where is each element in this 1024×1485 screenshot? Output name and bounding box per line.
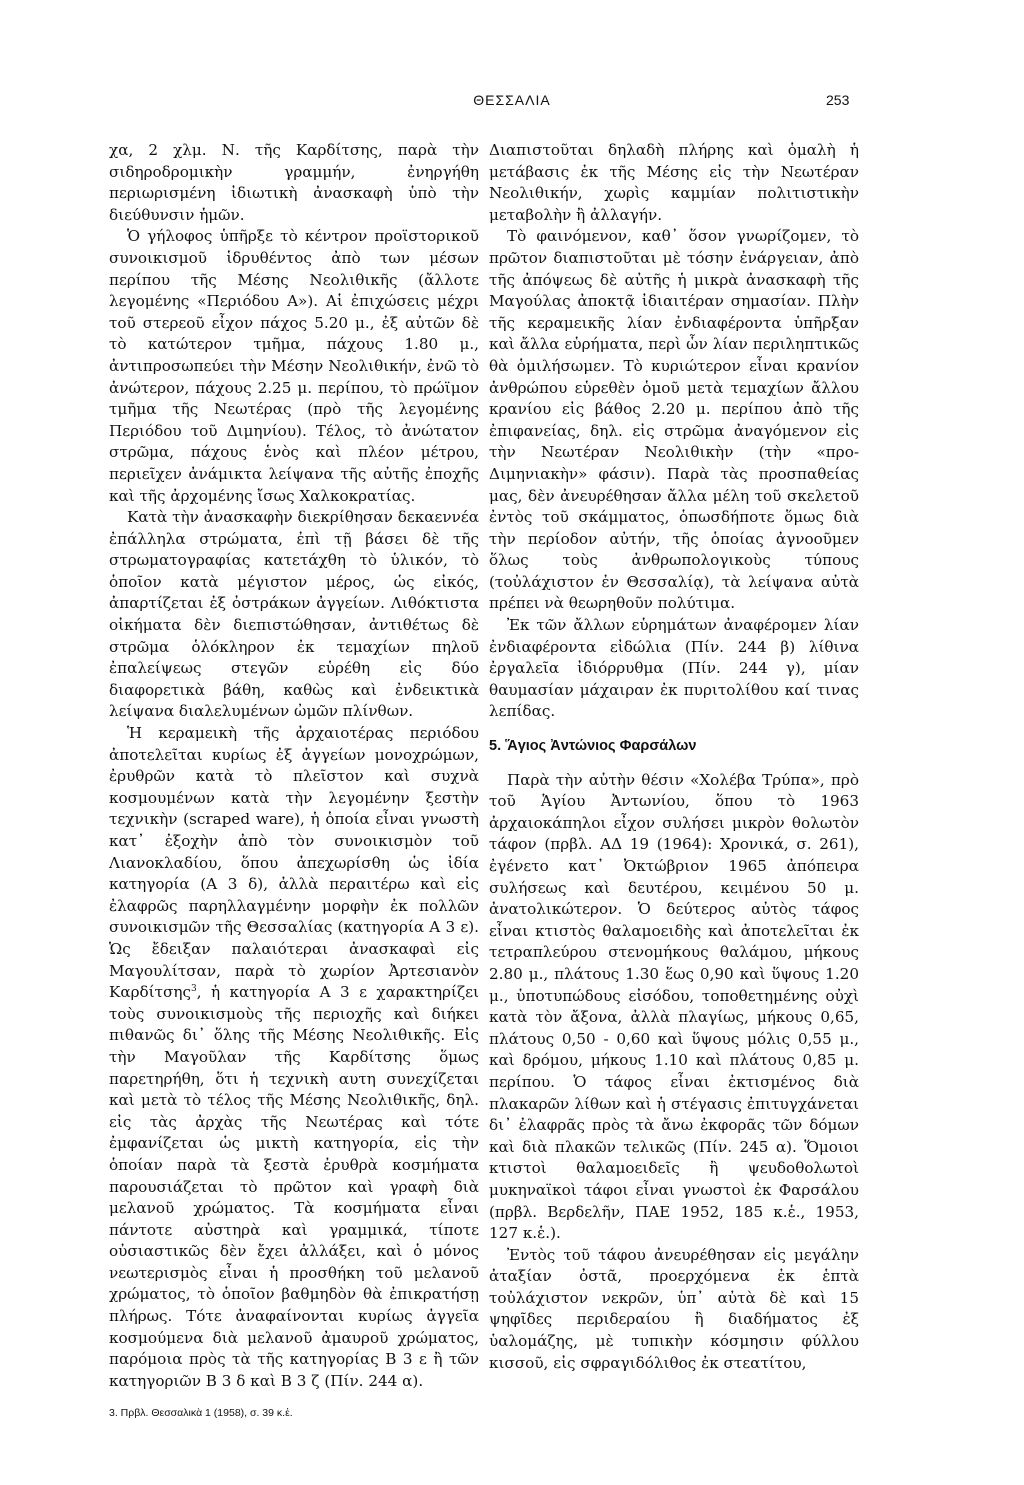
paragraph-pottery-part-2: , ἡ κατηγορία Α 3 ε χαρακτηρίζει τοὺς συνοικισμοὺς τῆς περιοχῆς καὶ διήκει πιθανῶς δι᾽ ὅλης τῆς Μέσης Νεολιθικῆς. Εἰς τὴν Μαγοῦλαν τῆς Καρδίτσης ὅμως παρετηρήθη, ὅτι ἡ τεχνικὴ αυτη συνεχίζεται καὶ μετὰ τὸ τέλος τῆς Μέσης Νεολιθικῆς, δηλ. εἰς τὰς ἀρχὰς τῆς Νεωτέρας καὶ τότε ἐμφανίζεται ὡς μικτὴ κατηγορία, εἰς τὴν ὁποίαν παρὰ τὰ ξεστὰ ἐρυθρὰ κοσμήματα παρουσιάζεται τὸ πρῶτον καὶ γραφὴ διὰ μελανοῦ χρώματος. Τὰ κοσμήματα εἶναι πάντοτε αὐστηρὰ καὶ γραμμικά, τίποτε οὐσιαστικῶς δὲν ἔχει ἀλλάξει, καὶ ὁ μόνος νεωτερισμὸς εἶναι ἡ προσθήκη τοῦ μελανοῦ χρώματος, τὸ ὁποῖον βαθμηδὸν θὰ ἐπικρατήσῃ πλήρως. Τότε ἀναφαίνονται κυρίως ἀγγεῖα κοσμούμενα διὰ μελανοῦ ἀμαυροῦ χρώματος, παρόμοια πρὸς τὰ τῆς κατηγορίας Β 3 ε ἢ τῶν κατηγοριῶν Β 3 δ καὶ Β 3 ζ (Πίν. 244 α).	[109, 983, 479, 1390]
paragraph-strata: Κατὰ τὴν ἀνασκαφὴν διεκρίθησαν δεκαεννέα ἐπάλληλα στρώματα, ἐπὶ τῇ βάσει δὲ τῆς στρωματογραφίας κατετάχθη τὸ ὑλικόν, τὸ ὁποῖον κατὰ μέγιστον μέρος, ὡς εἰκός, ἀπαρτίζεται ἐξ ὀστράκων ἀγγείων. Λιθόκτιστα οἰκήματα δὲν διεπιστώθησαν, ἀντιθέτως δὲ στρῶμα ὁλόκληρον ἐκ τεμαχίων πηλοῦ ἐπαλείψεως στεγῶν εὑρέθη εἰς δύο διαφορετικὰ βάθη, καθὼς καὶ ἐνδεικτικὰ λείψανα διαλελυμένων ὠμῶν πλίνθων.	[109, 508, 479, 721]
paragraph-other-finds: Ἐκ τῶν ἄλλων εὑρημάτων ἀναφέρομεν λίαν ἐνδιαφέροντα εἰδώλια (Πίν. 244 β) λίθινα ἐργαλεῖα ἰδιόρρυθμα (Πίν. 244 γ), μίαν θαυμασίαν μάχαιραν ἐκ πυριτολίθου καί τινας λεπίδας.	[489, 616, 859, 721]
running-header	[0, 92, 1024, 112]
footnote: 3. Πρβλ. Θεσσαλικὰ 1 (1958), σ. 39 κ.ἑ.	[109, 1407, 293, 1420]
paragraph-transition: Διαπιστοῦται δηλαδὴ πλήρης καὶ ὁμαλὴ ἡ μετάβασις ἐκ τῆς Μέσης εἰς τὴν Νεωτέραν Νεολιθικήν, χωρὶς καμμίαν πολιτιστικὴν μεταβολὴν ἢ ἀλλαγήν.	[489, 141, 859, 224]
paragraph-finds: Τὸ φαινόμενον, καθ᾽ ὅσον γνωρίζομεν, τὸ πρῶτον διαπιστοῦται μὲ τόσην ἐνάργειαν, ἀπὸ τῆς ἀπόψεως δὲ αὐτῆς ἡ μικρὰ ἀνασκαφὴ τῆς Μαγούλας ἀποκτᾷ ἰδιαιτέραν σημασίαν. Πλὴν τῆς κεραμεικῆς λίαν ἐνδιαφέροντα ὑπῆρξαν καὶ ἄλλα εὑρήματα, περὶ ὧν λίαν περιληπτικῶς θὰ ὁμιλήσωμεν. Τὸ κυριώτερον εἶναι κρανίον ἀνθρώπου εὑρεθὲν ὁμοῦ μετὰ τεμαχίων ἄλλου κρανίου εἰς βάθος 2.20 μ. περίπου ἀπὸ τῆς ἐπιφανείας, δηλ. εἰς στρῶμα ἀναγόμενον εἰς τὴν Νεωτέραν Νεολιθικὴν (τὴν «προ-Διμηνιακὴν» φάσιν). Παρὰ τὰς προσπαθείας μας, δὲν ἀνευρέθησαν ἄλλα μέλη τοῦ σκελετοῦ ἐντὸς τοῦ σκάμματος, ὁπωσδήποτε ὅμως διὰ τὴν περίοδον αὐτήν, τῆς ὁποίας ἀγνοοῦμεν ὅλως τοὺς ἀνθρωπολογικοὺς τύπους (τοὐλάχιστον ἐν Θεσσαλίᾳ), τὰ λείψανα αὐτὰ πρέπει νὰ θεωρηθοῦν πολύτιμα.	[489, 227, 859, 613]
page-number: 253	[826, 92, 850, 108]
left-column	[109, 140, 479, 1420]
right-column	[489, 140, 859, 1374]
running-title: ΘΕΣΣΑΛΙΑ	[473, 92, 551, 108]
paragraph-pottery	[109, 723, 479, 1392]
footnote-reference: 3	[191, 984, 197, 995]
paragraph-continued: χα, 2 χλμ. Ν. τῆς Καρδίτσης, παρὰ τὴν σιδηροδρομικὴν γραμμήν, ἐνηργήθη περιωρισμένη ἰδιωτικὴ ἀνασκαφὴ ὑπὸ τὴν διεύθυνσιν ἡμῶν.	[109, 141, 479, 224]
paragraph-tomb-contents: Ἐντὸς τοῦ τάφου ἀνευρέθησαν εἰς μεγάλην ἀταξίαν ὀστᾶ, προερχόμενα ἐκ ἑπτὰ τοὐλάχιστον νεκρῶν, ὑπ᾽ αὐτὰ δὲ καὶ 15 ψηφῖδες περιδεραίου ἢ διαδήματος ἐξ ὑαλομάζης, μὲ τυπικὴν κόσμησιν φύλλου κισσοῦ, εἰς σφραγιδόλιθος ἐκ στεατίτου,	[489, 1245, 859, 1372]
section-heading: 5. Ἅγιος Ἀντώνιος Φαρσάλων	[489, 738, 697, 755]
paragraph-pottery-part-1: Ἡ κεραμεικὴ τῆς ἀρχαιοτέρας περιόδου ἀποτελεῖται κυρίως ἐξ ἀγγείων μονοχρώμων, ἐρυθρῶν κατὰ τὸ πλεῖστον καὶ συχνὰ κοσμουμένων κατὰ τὴν λεγομένην ξεστὴν τεχνικὴν (scraped ware), ἡ ὁποία εἶναι γνωστὴ κατ᾽ ἐξοχὴν ἀπὸ τὸν συνοικισμὸν τοῦ Λιανοκλαδίου, ὅπου ἀπεχωρίσθη ὡς ἰδία κατηγορία (Α 3 δ), ἀλλὰ περαιτέρω καὶ εἰς ἐλαφρῶς παρηλλαγμένην μορφὴν ἐκ πολλῶν συνοικισμῶν τῆς Θεσσαλίας (κατηγορία Α 3 ε). Ὡς ἔδειξαν παλαιότεραι ἀνασκαφαὶ εἰς Μαγουλίτσαν, παρὰ τὸ χωρίον Ἀρτεσιανὸν Καρδίτσης	[109, 724, 479, 1002]
paragraph-tomb: Παρὰ τὴν αὐτὴν θέσιν «Χολέβα Τρύπα», πρὸ τοῦ Ἁγίου Ἀντωνίου, ὅπου τὸ 1963 ἀρχαιοκάπηλοι εἶχον συλήσει μικρὸν θολωτὸν τάφον (πρβλ. ΑΔ 19 (1964): Χρονικά, σ. 261), ἐγένετο κατ᾽ Ὀκτώβριον 1965 ἀπόπειρα συλήσεως καὶ δευτέρου, κειμένου 50 μ. ἀνατολικώτερον. Ὁ δεύτερος αὐτὸς τάφος εἶναι κτιστὸς θαλαμοειδὴς καὶ ἀποτελεῖται ἐκ τετραπλεύρου στενομήκους θαλάμου, μήκους 2.80 μ., πλάτους 1.30 ἕως 0,90 καὶ ὕψους 1.20 μ., ὑποτυπώδους εἰσόδου, τοποθετημένης οὐχὶ κατὰ τὸν ἄξονα, ἀλλὰ πλαγίως, μήκους 0,65, πλάτους 0,50 - 0,60 καὶ ὕψους μόλις 0,55 μ., καὶ δρόμου, μήκους 1.10 καὶ πλάτους 0,85 μ. περίπου. Ὁ τάφος εἶναι ἐκτισμένος διὰ πλακαρῶν λίθων καὶ ἡ στέγασις ἐπιτυγχάνεται δι᾽ ἐλαφρᾶς πρὸς τὰ ἄνω ἐκφορᾶς τῶν δόμων καὶ διὰ πλακῶν τελικῶς (Πίν. 245 α). Ὅμοιοι κτιστοὶ θαλαμοειδεῖς ἢ ψευδοθολωτοὶ μυκηναϊκοὶ τάφοι εἶναι γνωστοὶ ἐκ Φαρσάλου (πρβλ. Βερδελῆν, ΠΑΕ 1952, 185 κ.ἑ., 1953, 127 κ.ἑ.).	[489, 770, 859, 1243]
paragraph-mound: Ὁ γήλοφος ὑπῆρξε τὸ κέντρον προϊστορικοῦ συνοικισμοῦ ἱδρυθέντος ἀπὸ των μέσων περίπου τῆς Μέσης Νεολιθικῆς (ἄλλοτε λεγομένης «Περιόδου Α»). Αἱ ἐπιχώσεις μέχρι τοῦ στερεοῦ εἶχον πάχος 5.20 μ., ἐξ αὐτῶν δὲ τὸ κατώτερον τμῆμα, πάχους 1.80 μ., ἀντιπροσωπεύει τὴν Μέσην Νεολιθικήν, ἐνῶ τὸ ἀνώτερον, πάχους 2.25 μ. περίπου, τὸ πρώϊμον τμῆμα τῆς Νεωτέρας (πρὸ τῆς λεγομένης Περιόδου τοῦ Διμηνίου). Τέλος, τὸ ἀνώτατον στρῶμα, πάχους ἑνὸς καὶ πλέον μέτρου, περιεῖχεν ἀνάμικτα λείψανα τῆς αὐτῆς ἐποχῆς καὶ τῆς ἀρχομένης ἴσως Χαλκοκρατίας.	[109, 227, 479, 505]
